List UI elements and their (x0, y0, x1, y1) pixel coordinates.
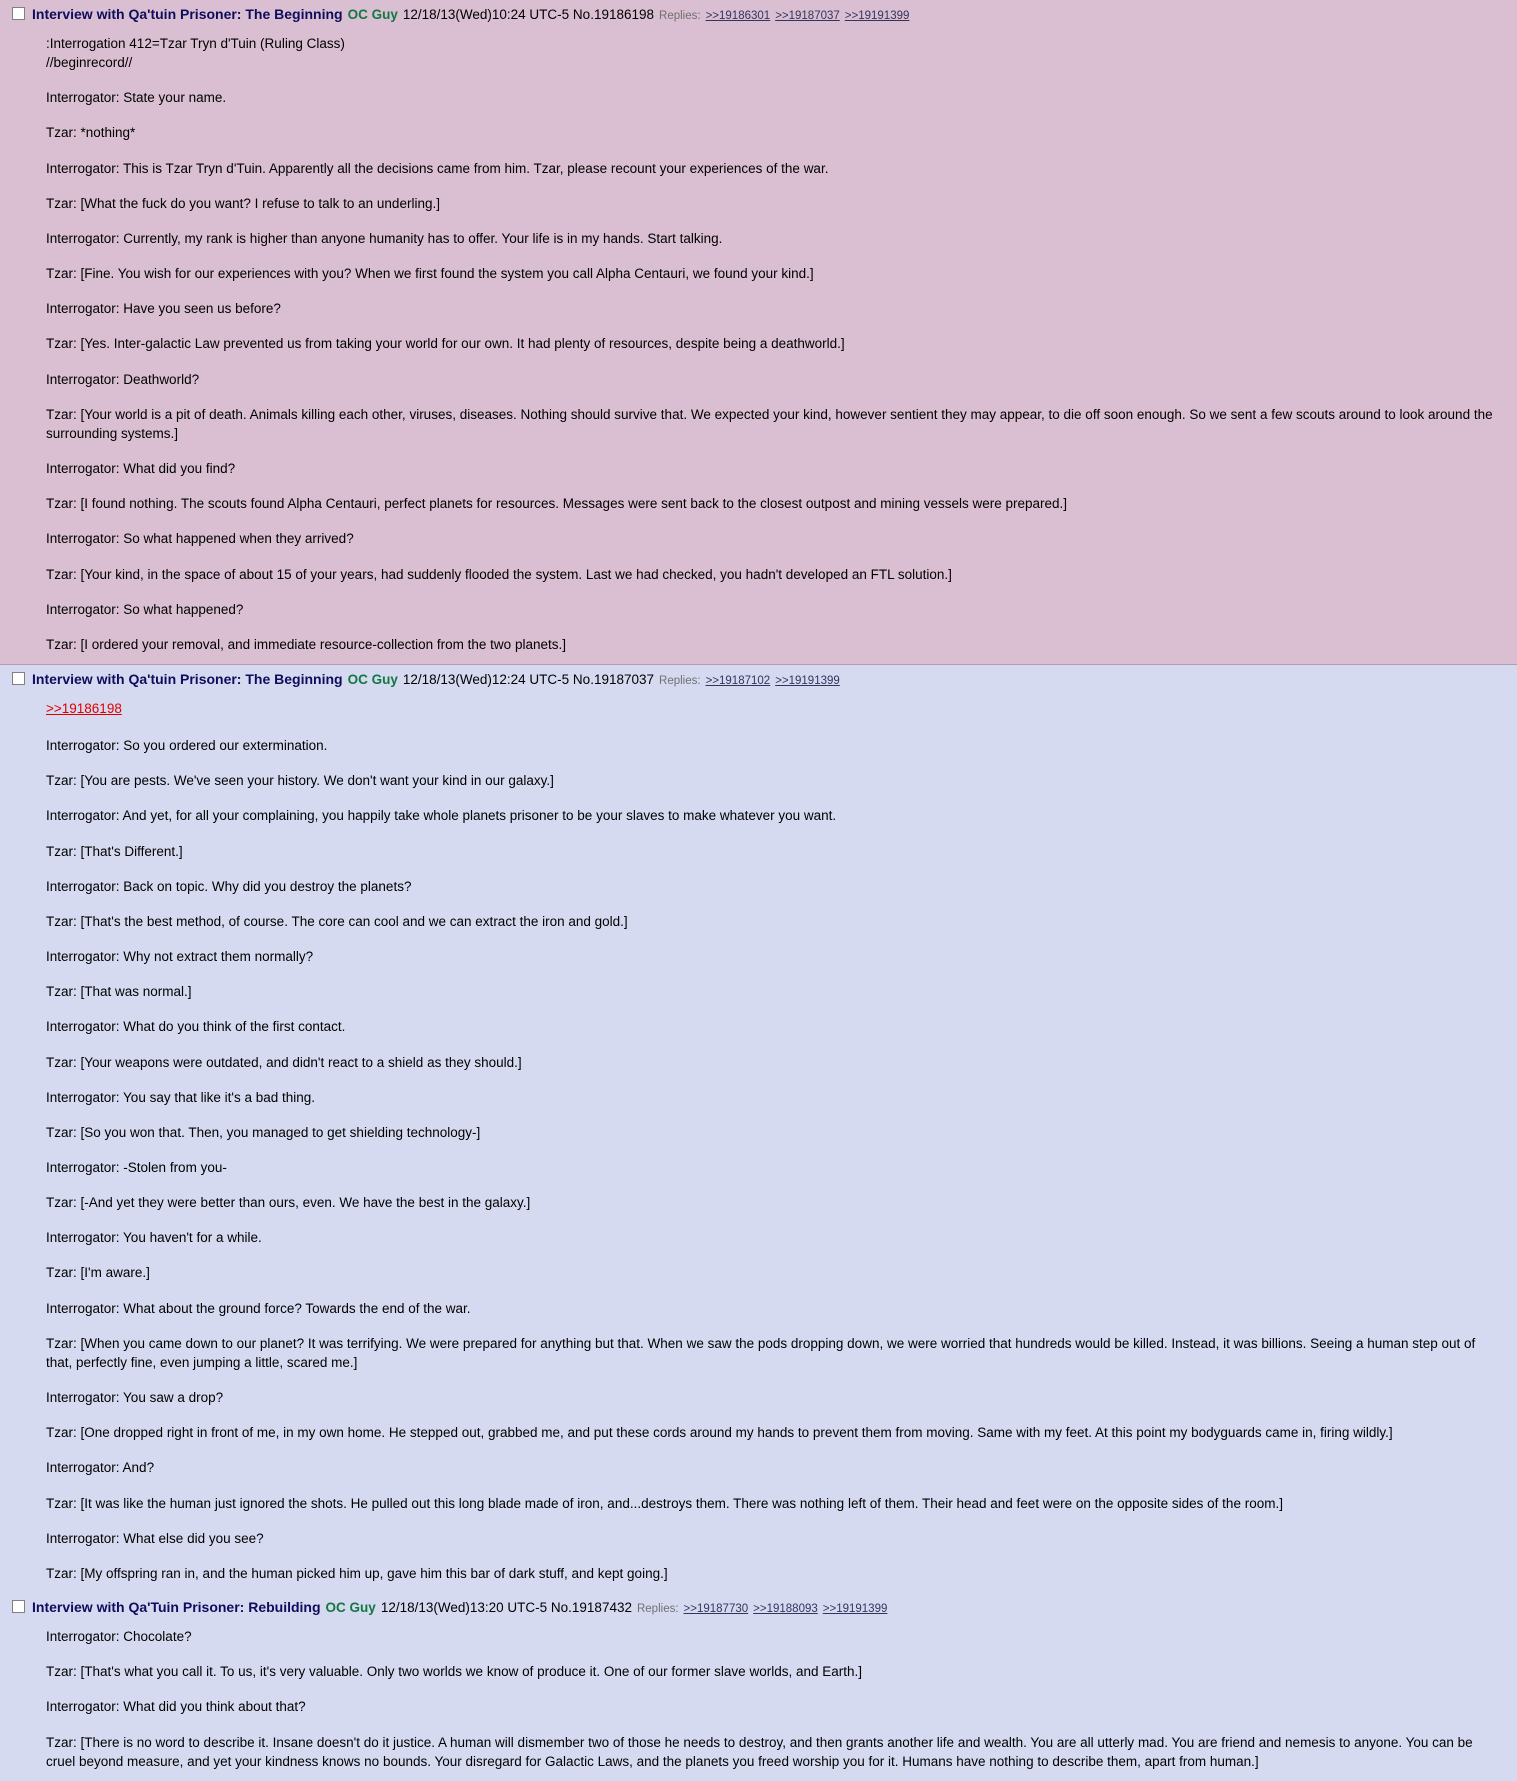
post-body (10, 1627, 1507, 1771)
post-line: Interrogator: This is Tzar Tryn d'Tuin. Apparently all the decisions came from him. Tzar, please recount your experiences of the war. (46, 160, 829, 176)
post-select-checkbox[interactable] (12, 1600, 25, 1613)
post-body (10, 699, 1507, 1583)
post-author: OC Guy (347, 7, 398, 22)
post-line: Tzar: [I found nothing. The scouts found Alpha Centauri, perfect planets for resources. Messages were sent back to the closest outpost and mining vessels were prepared.] (46, 496, 1068, 512)
post-line: Interrogator: State your name. (46, 90, 227, 106)
reply-backlink[interactable]: >>19191399 (844, 10, 910, 22)
post-select-checkbox[interactable] (12, 7, 25, 20)
post-line: Interrogator: Deathworld? (46, 371, 200, 387)
post-line: Tzar: [It was like the human just ignored the shots. He pulled out this long blade made of iron, and...destroys them. There was nothing left of them. Their head and feet were on the opposite sides of the room.] (46, 1495, 1283, 1511)
post-meta: 12/18/13(Wed)13:20 UTC-5 No.19187432 (380, 1600, 632, 1616)
replies-label: Replies: (659, 10, 701, 22)
post-subject: Interview with Qa'tuin Prisoner: The Beginning (32, 6, 343, 22)
post-line: Tzar: [When you came down to our planet? It was terrifying. We were prepared for anything but that. When we saw the pods dropping down, we were worried that hundreds would be killed. Instead, it was billions. Seeing a human step out of that, perfectly fine, even jumping a little, scared me.] (46, 1335, 1476, 1370)
post-header (10, 1599, 1507, 1617)
post-line: Tzar: [My offspring ran in, and the human picked him up, gave him this bar of dark stuff, and kept going.] (46, 1565, 668, 1581)
post-line: Tzar: [Your kind, in the space of about 15 of your years, had suddenly flooded the system. Last we had checked, you hadn't developed an FTL solution.] (46, 566, 952, 582)
post-line: Tzar: *nothing* (46, 125, 136, 141)
post-line: Tzar: [Yes. Inter-galactic Law prevented us from taking your world for our own. It had plenty of resources, despite being a deathworld.] (46, 336, 845, 352)
post-line: Interrogator: Why not extract them normally? (46, 949, 314, 965)
post-line: Interrogator: So you ordered our extermination. (46, 738, 328, 754)
post-line: Tzar: [There is no word to describe it. Insane doesn't do it justice. A human will dismember two of those he needs to destroy, and then grants another life and wealth. You are all utterly mad. You are friend and nemesis to anyone. You can be cruel beyond measure, and yet your kindness knows no bounds. Your disregard for Galactic Laws, and the planets you freed worship you for it. Humans have nothing to describe them, apart from human.] (46, 1734, 1473, 1769)
post-line: Tzar: [Fine. You wish for our experiences with you? When we first found the system you call Alpha Centauri, we found your kind.] (46, 266, 814, 282)
quote-link[interactable]: >>19186198 (46, 700, 122, 716)
post-line: :Interrogation 412=Tzar Tryn d'Tuin (Ruling Class) (46, 36, 345, 51)
reply-backlink[interactable]: >>19191399 (822, 1603, 888, 1616)
post-subject: Interview with Qa'tuin Prisoner: The Beginning (32, 670, 343, 687)
post-line: Tzar: [I'm aware.] (46, 1265, 150, 1281)
reply-backlink[interactable]: >>19188093 (753, 1603, 818, 1616)
post-line: Interrogator: You haven't for a while. (46, 1230, 262, 1246)
post-line: Interrogator: You say that like it's a bad thing. (46, 1089, 315, 1105)
post-line: Interrogator: And yet, for all your complaining, you happily take whole planets prisoner to be your slaves to make whatever you want. (46, 808, 837, 824)
post-line: Interrogator: What about the ground force? Towards the end of the war. (46, 1300, 471, 1316)
reply-backlink[interactable]: >>19187730 (683, 1603, 749, 1616)
post-line: Tzar: [That was normal.] (46, 984, 192, 1000)
post-line: Interrogator: And? (46, 1460, 155, 1476)
post (0, 0, 1517, 665)
post-line: Interrogator: Back on topic. Why did you destroy the planets? (46, 878, 412, 894)
post-body (10, 34, 1507, 654)
post-subject: Interview with Qa'Tuin Prisoner: Rebuilding (32, 1599, 321, 1616)
post-select-checkbox[interactable] (12, 672, 25, 685)
post-line: Tzar: [You are pests. We've seen your history. We don't want your kind in our galaxy.] (46, 773, 554, 789)
post-line: Interrogator: Currently, my rank is higher than anyone humanity has to offer. Your life is in my hands. Start talking. (46, 230, 723, 246)
post-line: Tzar: [Your weapons were outdated, and didn't react to a shield as they should.] (46, 1054, 522, 1070)
reply-backlink[interactable]: >>19187102 (705, 674, 771, 687)
post-line: Tzar: [That's the best method, of course. The core can cool and we can extract the iron and gold.] (46, 913, 628, 929)
post-meta: 12/18/13(Wed)12:24 UTC-5 No.19187037 (402, 671, 655, 687)
post-line: Interrogator: What do you think of the first contact. (46, 1019, 346, 1035)
post-meta: 12/18/13(Wed)10:24 UTC-5 No.19186198 (402, 7, 655, 22)
post-author: OC Guy (347, 671, 398, 687)
post-header (10, 6, 1507, 24)
post-line: Tzar: [What the fuck do you want? I refuse to talk to an underling.] (46, 195, 440, 211)
reply-backlink[interactable]: >>19187037 (775, 10, 840, 22)
post-author: OC Guy (325, 1600, 376, 1616)
reply-backlink[interactable]: >>19191399 (775, 674, 840, 687)
post (0, 1593, 1517, 1781)
post-line: Interrogator: Have you seen us before? (46, 301, 281, 317)
post-line: Interrogator: Chocolate? (46, 1629, 192, 1645)
post-line: Tzar: [-And yet they were better than ours, even. We have the best in the galaxy.] (46, 1195, 531, 1211)
post-line: Tzar: [That's what you call it. To us, it's very valuable. Only two worlds we know of produce it. One of our former slave worlds, and Earth.] (46, 1664, 862, 1680)
post-line: Tzar: [I ordered your removal, and immediate resource-collection from the two planets.] (46, 636, 566, 652)
post-line: Interrogator: What did you think about that? (46, 1699, 306, 1715)
post-line: Interrogator: So what happened when they arrived? (46, 531, 354, 547)
replies-label: Replies: (636, 1603, 679, 1616)
post (0, 665, 1517, 1593)
post-line: Tzar: [One dropped right in front of me, in my own home. He stepped out, grabbed me, and put these cords around my hands to prevent them from moving. Same with my feet. At this point my bodyguards came in, firing wildly.] (46, 1425, 1393, 1441)
post-line: //beginrecord// (46, 55, 133, 71)
post-line: Interrogator: So what happened? (46, 601, 244, 617)
post-line: Interrogator: -Stolen from you- (46, 1160, 227, 1175)
post-line: Interrogator: You saw a drop? (46, 1390, 224, 1406)
post-line: Tzar: [That's Different.] (46, 843, 183, 859)
post-header (10, 671, 1507, 689)
post-line: Interrogator: What did you find? (46, 461, 236, 477)
reply-backlink[interactable]: >>19186301 (705, 10, 771, 22)
replies-label: Replies: (659, 674, 701, 687)
post-line: Tzar: [So you won that. Then, you managed to get shielding technology-] (46, 1124, 481, 1140)
post-line: Interrogator: What else did you see? (46, 1530, 264, 1546)
post-line: Tzar: [Your world is a pit of death. Animals killing each other, viruses, diseases. Nothing should survive that. We expected your kind, however sentient they may appear, to die off soon enough. So we sent a few scouts around to look around the surrounding systems.] (46, 406, 1493, 441)
